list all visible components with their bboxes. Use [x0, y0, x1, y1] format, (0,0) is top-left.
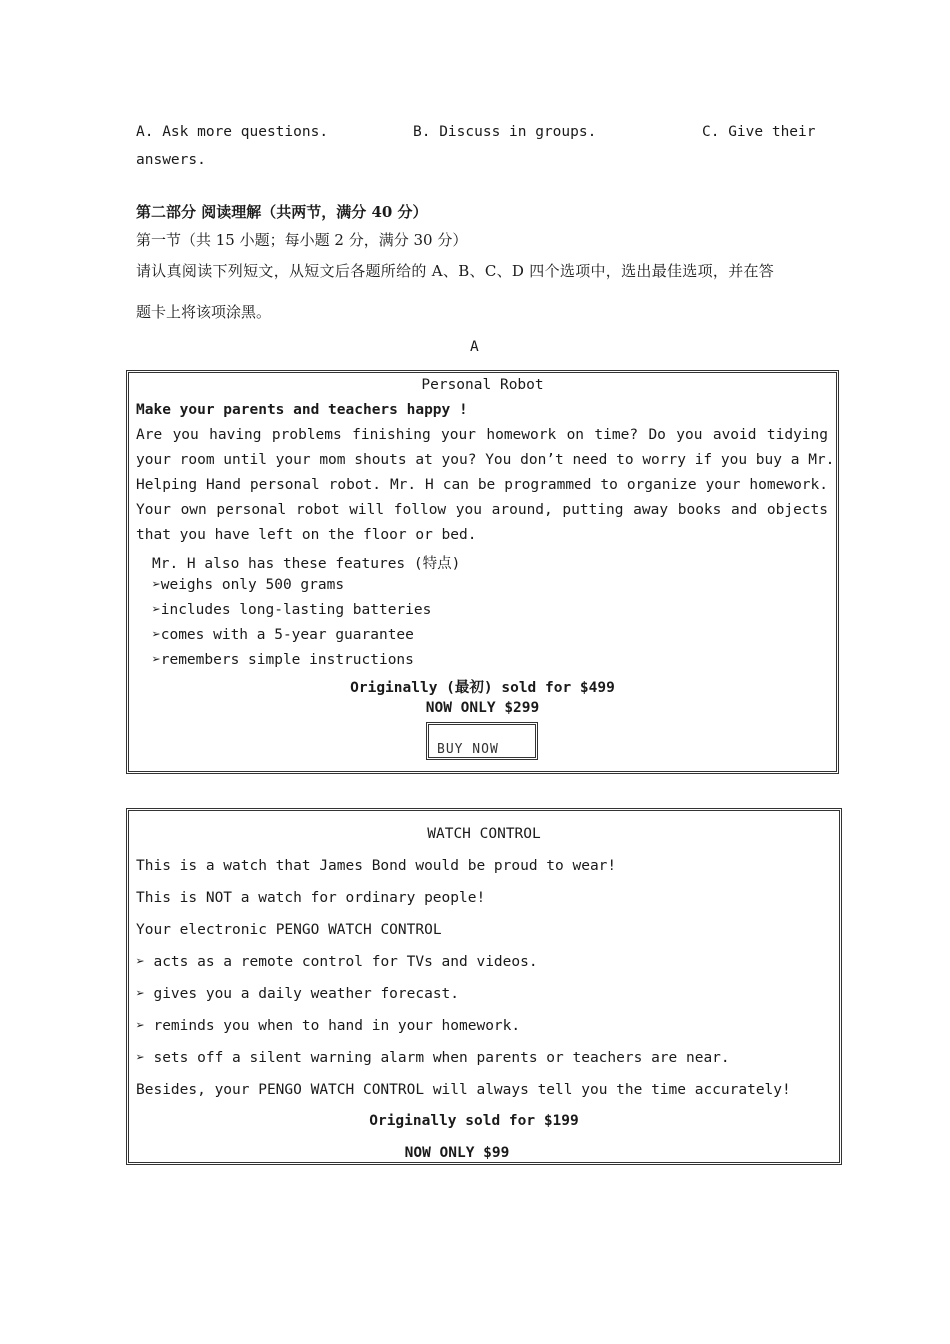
robot-ad-body-line-4: Your own personal robot will follow you around, putting away books and objects: [136, 502, 828, 518]
robot-now-price: NOW ONLY $299: [425, 700, 540, 716]
watch-feature-item: ➢ reminds you when to hand in your homework.: [136, 1018, 521, 1034]
robot-ad-body-line-1: Are you having problems finishing your homework on time? Do you avoid tidying: [136, 427, 828, 443]
arrow-bullet-icon: ➢: [136, 954, 145, 970]
product-name: PENGO WATCH CONTROL: [275, 922, 442, 938]
product-name: PENGO WATCH CONTROL: [258, 1082, 425, 1098]
robot-feature-item: ➢includes long-lasting batteries: [152, 602, 432, 618]
arrow-bullet-icon: ➢: [152, 602, 161, 618]
option-b: B. Discuss in groups.: [413, 124, 597, 140]
robot-ad-title: Personal Robot: [421, 377, 544, 393]
arrow-bullet-icon: ➢: [152, 577, 161, 593]
watch-feature-item: ➢ sets off a silent warning alarm when parents or teachers are near.: [136, 1050, 730, 1066]
arrow-bullet-icon: ➢: [136, 986, 145, 1002]
section-subtitle: 第一节（共 15 小题；每小题 2 分，满分 30 分）: [136, 231, 468, 249]
robot-feature-item: ➢weighs only 500 grams: [152, 577, 345, 593]
passage-label: A: [470, 339, 479, 355]
option-c-continued: answers.: [136, 152, 206, 168]
robot-ad-body-line-3: Helping Hand personal robot. Mr. H can be programmed to organize your homework.: [136, 477, 828, 493]
robot-ad-features-intro: Mr. H also has these features (特点): [152, 556, 461, 572]
watch-ad-line-3: Your electronic PENGO WATCH CONTROL: [136, 922, 442, 938]
watch-feature-item: ➢ gives you a daily weather forecast.: [136, 986, 460, 1002]
watch-ad-besides-line: Besides, your PENGO WATCH CONTROL will always tell you the time accurately!: [136, 1082, 791, 1098]
robot-ad-body-line-2: your room until your mom shouts at you? You don’t need to worry if you buy a Mr.: [136, 452, 835, 468]
watch-ad-line-2: This is NOT a watch for ordinary people!: [136, 890, 486, 906]
watch-feature-item: ➢ acts as a remote control for TVs and videos.: [136, 954, 538, 970]
robot-ad-body-line-5: that you have left on the floor or bed.: [136, 527, 477, 543]
arrow-bullet-icon: ➢: [152, 627, 161, 643]
watch-original-price: Originally sold for $199: [369, 1113, 579, 1129]
instruction-line-2: 题卡上将该项涂黑。: [136, 303, 272, 321]
watch-ad-line-1: This is a watch that James Bond would be proud to wear!: [136, 858, 617, 874]
robot-ad-headline: Make your parents and teachers happy !: [136, 402, 468, 418]
robot-feature-item: ➢comes with a 5-year guarantee: [152, 627, 414, 643]
arrow-bullet-icon: ➢: [136, 1050, 145, 1066]
arrow-bullet-icon: ➢: [152, 652, 161, 668]
option-a: A. Ask more questions.: [136, 124, 329, 140]
robot-feature-item: ➢remembers simple instructions: [152, 652, 414, 668]
buy-now-button[interactable]: [426, 722, 538, 760]
watch-now-price: NOW ONLY $99: [404, 1145, 510, 1161]
option-c: C. Give their: [702, 124, 816, 140]
buy-now-label: BUY NOW: [437, 742, 499, 757]
robot-original-price: Originally (最初) sold for $499: [350, 680, 615, 696]
watch-ad-title: WATCH CONTROL: [427, 826, 541, 842]
arrow-bullet-icon: ➢: [136, 1018, 145, 1034]
instruction-line-1: 请认真阅读下列短文，从短文后各题所给的 A、B、C、D 四个选项中，选出最佳选项，并在答: [136, 262, 775, 280]
section-title: 第二部分 阅读理解（共两节，满分 40 分）: [136, 203, 428, 221]
